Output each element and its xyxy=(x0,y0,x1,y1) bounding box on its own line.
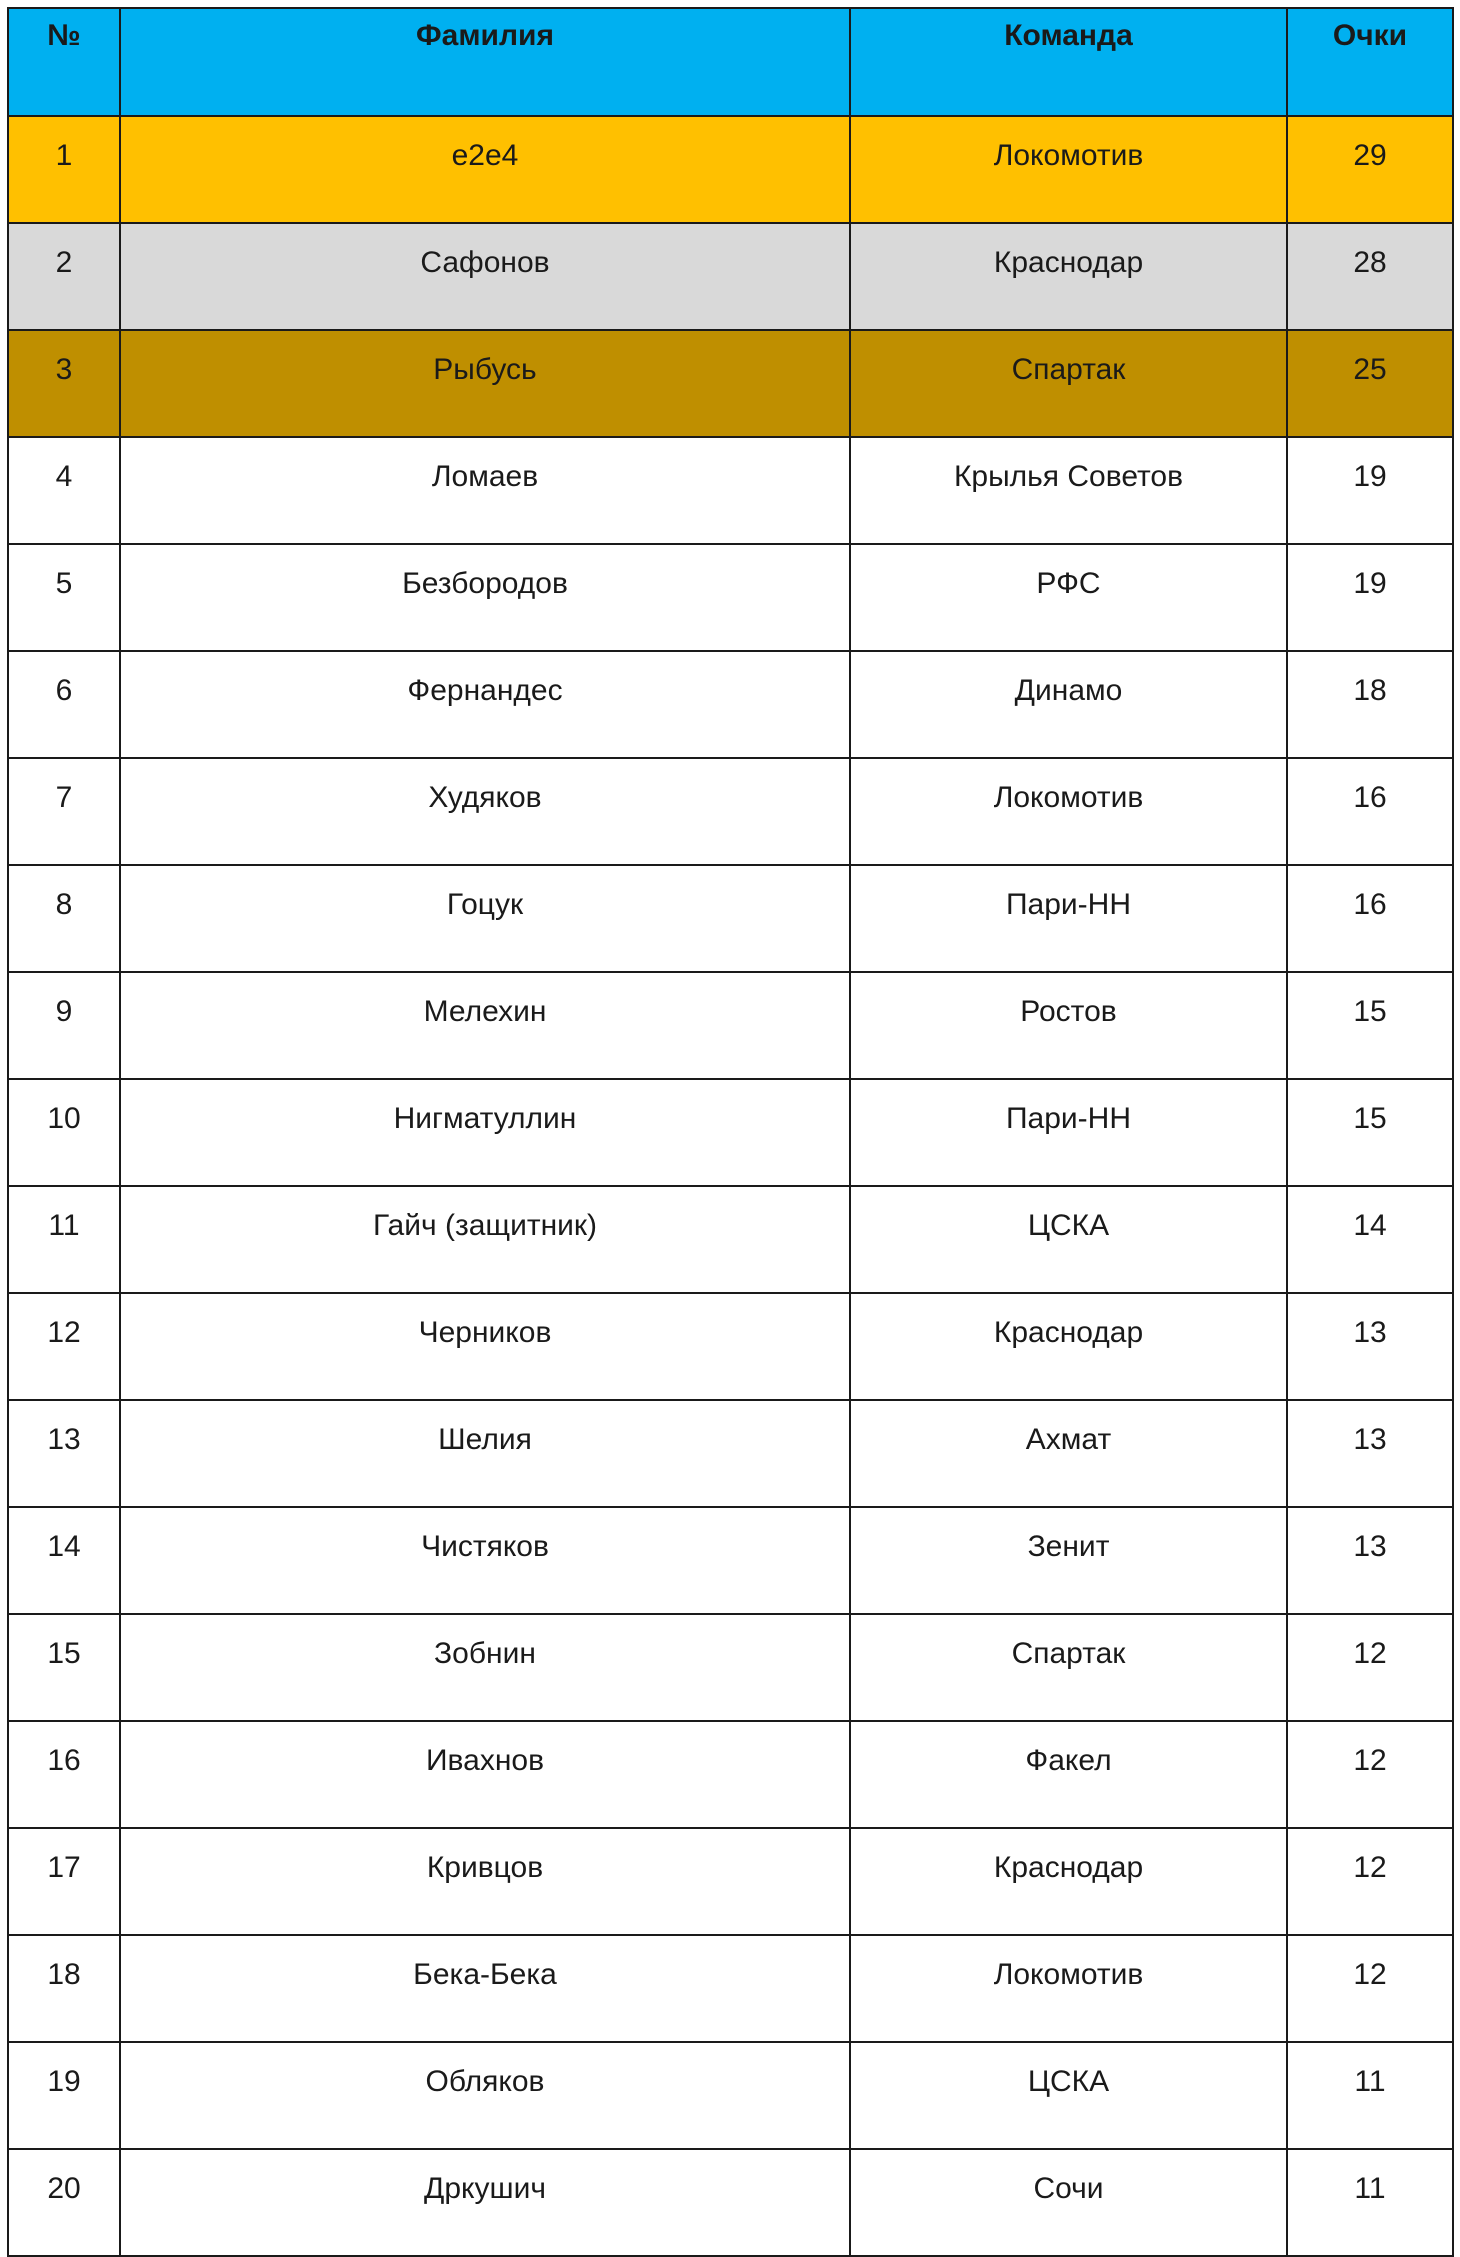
cell-points[interactable]: 15 xyxy=(1287,972,1453,1079)
cell-team[interactable]: Крылья Советов xyxy=(850,437,1287,544)
cell-team[interactable]: Краснодар xyxy=(850,1293,1287,1400)
cell-points[interactable]: 18 xyxy=(1287,651,1453,758)
cell-points[interactable]: 11 xyxy=(1287,2149,1453,2256)
cell-num[interactable]: 18 xyxy=(8,1935,120,2042)
header-points: Очки xyxy=(1287,8,1453,116)
cell-points[interactable]: 12 xyxy=(1287,1614,1453,1721)
cell-surname[interactable]: Гайч (защитник) xyxy=(120,1186,850,1293)
cell-surname[interactable]: e2e4 xyxy=(120,116,850,223)
cell-surname[interactable]: Дркушич xyxy=(120,2149,850,2256)
cell-team[interactable]: Краснодар xyxy=(850,1828,1287,1935)
cell-num[interactable]: 1 xyxy=(8,116,120,223)
text-cursor xyxy=(1452,1578,1454,1624)
cell-points[interactable]: 13 xyxy=(1287,1293,1453,1400)
table-row xyxy=(8,758,1453,865)
cell-points[interactable]: 13 xyxy=(1287,1400,1453,1507)
table-row xyxy=(8,1828,1453,1935)
cell-points[interactable]: 15 xyxy=(1287,1079,1453,1186)
cell-team[interactable]: Ахмат xyxy=(850,1400,1287,1507)
cell-surname[interactable]: Фернандес xyxy=(120,651,850,758)
cell-num[interactable]: 14 xyxy=(8,1507,120,1614)
table-row xyxy=(8,865,1453,972)
table-row xyxy=(8,972,1453,1079)
cell-points[interactable]: 12 xyxy=(1287,1935,1453,2042)
cell-num[interactable]: 7 xyxy=(8,758,120,865)
header-team: Команда xyxy=(850,8,1287,116)
table-row xyxy=(8,2042,1453,2149)
cell-num[interactable]: 2 xyxy=(8,223,120,330)
cell-surname[interactable]: Худяков xyxy=(120,758,850,865)
cell-points[interactable]: 19 xyxy=(1287,437,1453,544)
cell-num[interactable]: 9 xyxy=(8,972,120,1079)
standings-table xyxy=(7,7,1454,2257)
cell-surname[interactable]: Сафонов xyxy=(120,223,850,330)
cell-num[interactable]: 15 xyxy=(8,1614,120,1721)
cell-num[interactable]: 17 xyxy=(8,1828,120,1935)
cell-team[interactable]: Локомотив xyxy=(850,1935,1287,2042)
table-row xyxy=(8,1293,1453,1400)
cell-num[interactable]: 12 xyxy=(8,1293,120,1400)
table-row xyxy=(8,1614,1453,1721)
table-row xyxy=(8,544,1453,651)
table-row xyxy=(8,651,1453,758)
cell-team[interactable]: Пари-НН xyxy=(850,1079,1287,1186)
cell-num[interactable]: 8 xyxy=(8,865,120,972)
table-row xyxy=(8,1507,1453,1614)
cell-points[interactable]: 28 xyxy=(1287,223,1453,330)
table-row xyxy=(8,223,1453,330)
table-body xyxy=(8,116,1453,2256)
cell-team[interactable]: ЦСКА xyxy=(850,1186,1287,1293)
cell-surname[interactable]: Нигматуллин xyxy=(120,1079,850,1186)
cell-surname[interactable]: Мелехин xyxy=(120,972,850,1079)
cell-points[interactable]: 25 xyxy=(1287,330,1453,437)
cell-points[interactable]: 12 xyxy=(1287,1721,1453,1828)
cell-team[interactable]: РФС xyxy=(850,544,1287,651)
cell-points[interactable]: 12 xyxy=(1287,1828,1453,1935)
cell-surname[interactable]: Зобнин xyxy=(120,1614,850,1721)
cell-team[interactable]: Зенит xyxy=(850,1507,1287,1614)
header-row xyxy=(8,8,1453,116)
cell-team[interactable]: Локомотив xyxy=(850,116,1287,223)
table-row xyxy=(8,1186,1453,1293)
cell-surname[interactable]: Бека-Бека xyxy=(120,1935,850,2042)
cell-team[interactable]: Факел xyxy=(850,1721,1287,1828)
header-num: № xyxy=(8,8,120,116)
table-row xyxy=(8,116,1453,223)
cell-num[interactable]: 13 xyxy=(8,1400,120,1507)
cell-points[interactable]: 11 xyxy=(1287,2042,1453,2149)
header-surname: Фамилия xyxy=(120,8,850,116)
cell-surname[interactable]: Ломаев xyxy=(120,437,850,544)
cell-num[interactable]: 3 xyxy=(8,330,120,437)
table-row xyxy=(8,1079,1453,1186)
table-row xyxy=(8,2149,1453,2256)
cell-surname[interactable]: Обляков xyxy=(120,2042,850,2149)
table-row xyxy=(8,1400,1453,1507)
cell-num[interactable]: 20 xyxy=(8,2149,120,2256)
cell-num[interactable]: 10 xyxy=(8,1079,120,1186)
cell-points[interactable]: 29 xyxy=(1287,116,1453,223)
cell-surname[interactable]: Рыбусь xyxy=(120,330,850,437)
cell-points[interactable]: 16 xyxy=(1287,758,1453,865)
table-row xyxy=(8,330,1453,437)
cell-team[interactable]: Локомотив xyxy=(850,758,1287,865)
cell-num[interactable]: 19 xyxy=(8,2042,120,2149)
cell-team[interactable]: Спартак xyxy=(850,1614,1287,1721)
table-row xyxy=(8,1721,1453,1828)
cell-surname[interactable]: Шелия xyxy=(120,1400,850,1507)
cell-surname[interactable]: Безбородов xyxy=(120,544,850,651)
cell-points[interactable]: 13 xyxy=(1287,1507,1453,1614)
cell-num[interactable]: 16 xyxy=(8,1721,120,1828)
cell-num[interactable]: 5 xyxy=(8,544,120,651)
table-row xyxy=(8,437,1453,544)
cell-team[interactable]: Краснодар xyxy=(850,223,1287,330)
cell-points[interactable]: 14 xyxy=(1287,1186,1453,1293)
cell-team[interactable]: ЦСКА xyxy=(850,2042,1287,2149)
cell-num[interactable]: 4 xyxy=(8,437,120,544)
cell-team[interactable]: Спартак xyxy=(850,330,1287,437)
cell-points[interactable]: 16 xyxy=(1287,865,1453,972)
cell-points[interactable]: 19 xyxy=(1287,544,1453,651)
cell-surname[interactable]: Гоцук xyxy=(120,865,850,972)
cell-surname[interactable]: Кривцов xyxy=(120,1828,850,1935)
cell-team[interactable]: Динамо xyxy=(850,651,1287,758)
table-row xyxy=(8,1935,1453,2042)
cell-team[interactable]: Ростов xyxy=(850,972,1287,1079)
cell-num[interactable]: 6 xyxy=(8,651,120,758)
cell-surname[interactable]: Чистяков xyxy=(120,1507,850,1614)
cell-surname[interactable]: Черников xyxy=(120,1293,850,1400)
cell-num[interactable]: 11 xyxy=(8,1186,120,1293)
cell-team[interactable]: Пари-НН xyxy=(850,865,1287,972)
cell-surname[interactable]: Ивахнов xyxy=(120,1721,850,1828)
cell-team[interactable]: Сочи xyxy=(850,2149,1287,2256)
